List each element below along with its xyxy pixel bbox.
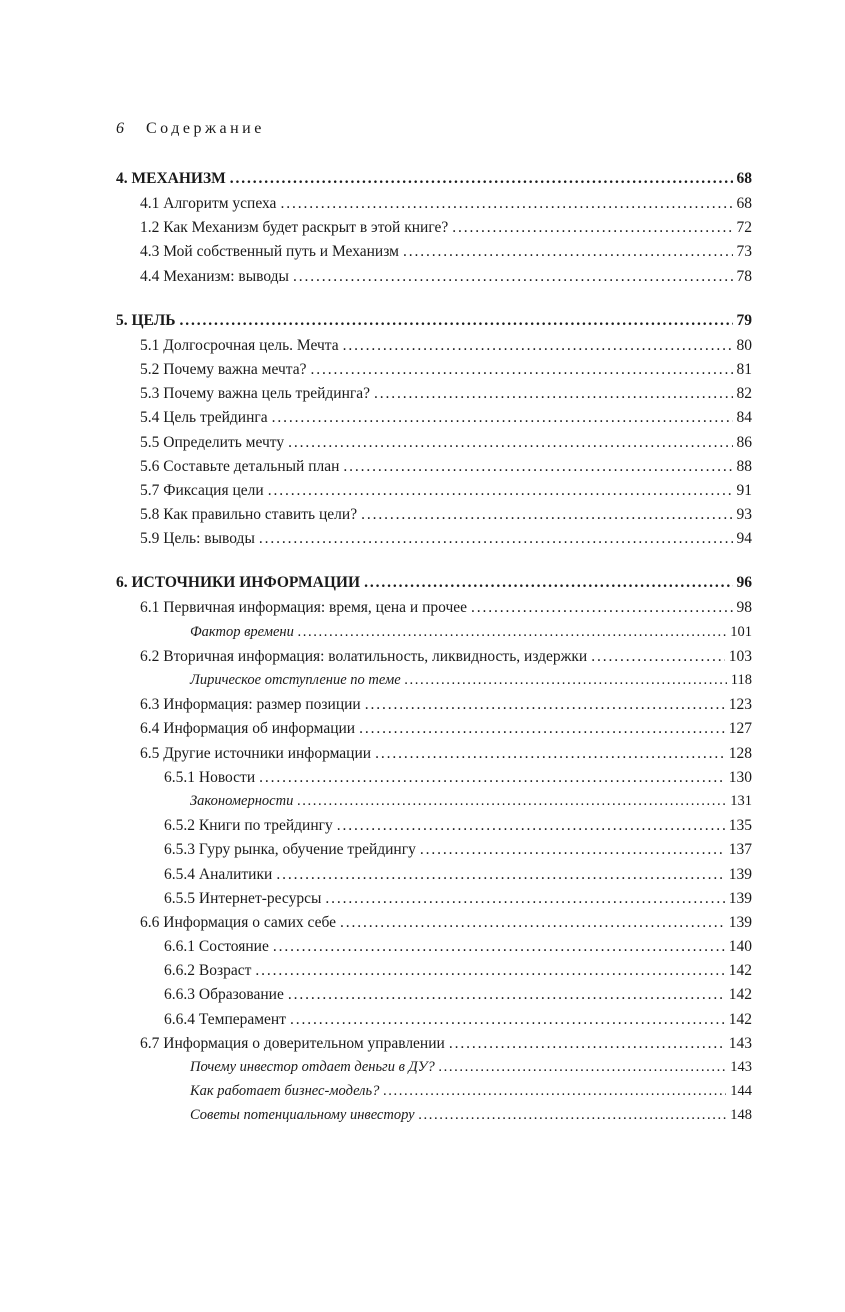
running-head-title: Содержание: [146, 120, 265, 137]
dot-leader: [359, 720, 725, 738]
page-number: 6: [116, 120, 124, 137]
toc-entry-page: 86: [736, 433, 752, 451]
dot-leader: [280, 195, 732, 213]
toc-entry-page: 123: [728, 696, 752, 714]
toc-entry-page: 82: [736, 385, 752, 403]
toc-entry-title: 6.5.2 Книги по трейдингу: [164, 817, 333, 835]
toc-entry-title: 6.6.1 Состояние: [164, 938, 269, 956]
toc-section-entry: [116, 361, 752, 385]
toc-entry-page: 142: [728, 986, 752, 1004]
toc-entry-page: 140: [728, 938, 752, 956]
toc-section-entry: [116, 195, 752, 219]
toc-entry-page: 144: [730, 1083, 752, 1100]
toc-subtopic-entry: [116, 1083, 752, 1107]
toc-entry-title: 6.4 Информация об информации: [140, 720, 356, 738]
toc-section-entry: [116, 648, 752, 672]
dot-leader: [230, 170, 733, 188]
toc-section-entry: [116, 1011, 752, 1035]
toc-subtopic-entry: [116, 793, 752, 817]
toc-chapter-entry: [116, 312, 752, 337]
toc-subtopic-entry: [116, 1059, 752, 1083]
toc-entry-page: 94: [736, 530, 752, 548]
toc-entry-page: 139: [728, 889, 752, 907]
toc-section-entry: [116, 962, 752, 986]
toc-entry-title: 5.3 Почему важна цель трейдинга?: [140, 385, 370, 403]
toc-entry-page: 131: [730, 792, 752, 809]
toc-entry-page: 103: [728, 647, 752, 665]
toc-entry-title: Фактор времени: [190, 623, 294, 640]
dot-leader: [288, 434, 732, 452]
toc-entry-page: 78: [736, 267, 752, 285]
toc-section-entry: [116, 745, 752, 769]
toc-section-entry: [116, 890, 752, 914]
toc-entry-title: 6.5.3 Гуру рынка, обучение трейдингу: [164, 841, 416, 859]
toc-entry-title: 6.7 Информация о доверительном управлении: [140, 1034, 445, 1052]
toc-entry-page: 148: [730, 1107, 752, 1124]
toc-entry-page: 84: [736, 409, 752, 427]
toc-section-entry: [116, 866, 752, 890]
toc-entry-page: 80: [736, 336, 752, 354]
dot-leader: [343, 337, 733, 355]
dot-leader: [420, 841, 725, 859]
dot-leader: [343, 458, 732, 476]
dot-leader: [405, 672, 727, 689]
dot-leader: [452, 219, 732, 237]
toc-entry-title: 5.1 Долгосрочная цель. Мечта: [140, 336, 339, 354]
dot-leader: [383, 1083, 726, 1100]
toc-entry-page: 91: [736, 481, 752, 499]
dot-leader: [325, 890, 724, 908]
toc-entry-page: 96: [736, 574, 752, 592]
dot-leader: [361, 506, 732, 524]
dot-leader: [276, 866, 724, 884]
toc-section-entry: [116, 530, 752, 554]
toc-entry-page: 101: [730, 623, 752, 640]
toc-section-entry: [116, 434, 752, 458]
toc-section-entry: [116, 986, 752, 1010]
dot-leader: [288, 986, 725, 1004]
toc-subtopic-entry: [116, 1107, 752, 1131]
toc-entry-title: 6.5.1 Новости: [164, 768, 256, 786]
toc-entry-title: 4. МЕХАНИЗМ: [116, 170, 226, 187]
toc-section-entry: [116, 458, 752, 482]
toc-entry-title: 6.1 Первичная информация: время, цена и прочее: [140, 599, 468, 617]
toc-entry-page: 139: [728, 913, 752, 931]
dot-leader: [337, 817, 725, 835]
dot-leader: [374, 385, 733, 403]
dot-leader: [310, 361, 732, 379]
dot-leader: [364, 574, 732, 592]
toc-entry-page: 137: [728, 841, 752, 859]
toc-section-entry: [116, 482, 752, 506]
toc-entry-page: 142: [728, 962, 752, 980]
dot-leader: [268, 482, 733, 500]
toc-entry-page: 88: [736, 457, 752, 475]
toc-entry-page: 79: [736, 311, 752, 329]
toc-subtopic-entry: [116, 624, 752, 648]
toc-entry-title: 4.3 Мой собственный путь и Механизм: [140, 243, 399, 261]
toc-entry-title: Как работает бизнес-модель?: [190, 1083, 380, 1100]
toc-entry-title: 6.6.3 Образование: [164, 986, 284, 1004]
toc-entry-title: 6. ИСТОЧНИКИ ИНФОРМАЦИИ: [116, 574, 361, 592]
toc-section-entry: [116, 938, 752, 962]
dot-leader: [255, 962, 724, 980]
toc-entry-page: 135: [728, 817, 752, 835]
toc-chapter-entry: [116, 170, 752, 195]
toc-section-entry: [116, 385, 752, 409]
toc-entry-title: 6.6.4 Темперамент: [164, 1010, 287, 1028]
dot-leader: [180, 312, 733, 330]
toc-entry-title: 5.2 Почему важна мечта?: [140, 360, 307, 378]
toc-entry-page: 68: [736, 195, 752, 212]
toc-entry-title: 4.4 Механизм: выводы: [140, 267, 289, 285]
toc-entry-page: 98: [736, 599, 752, 617]
toc-section-entry: [116, 599, 752, 623]
dot-leader: [272, 409, 733, 427]
toc-entry-page: 143: [728, 1034, 752, 1052]
toc-entry-page: 130: [728, 768, 752, 786]
toc-section-entry: [116, 409, 752, 433]
toc-entry-title: 6.3 Информация: размер позиции: [140, 696, 361, 714]
toc-chapter-entry: [116, 574, 752, 599]
toc-entry-title: 6.6 Информация о самих себе: [140, 913, 337, 931]
toc-section-entry: [116, 696, 752, 720]
toc-entry-page: 139: [728, 865, 752, 883]
toc-entry-page: 72: [736, 219, 752, 237]
toc-entry-page: 127: [728, 720, 752, 738]
toc-section-entry: [116, 817, 752, 841]
toc-entry-title: 5.6 Составьте детальный план: [140, 457, 340, 475]
dot-leader: [298, 624, 726, 641]
dot-leader: [297, 793, 726, 810]
dot-leader: [419, 1107, 727, 1124]
toc-section-entry: [116, 1035, 752, 1059]
toc-entry-page: 128: [728, 744, 752, 762]
toc-entry-title: 6.5.4 Аналитики: [164, 865, 273, 883]
dot-leader: [293, 268, 733, 286]
toc-section-entry: [116, 337, 752, 361]
dot-leader: [259, 530, 733, 548]
toc-entry-title: 6.5 Другие источники информации: [140, 744, 372, 762]
toc-entry-title: 5.9 Цель: выводы: [140, 530, 255, 548]
toc-entry-page: 68: [736, 170, 752, 187]
toc-section-entry: [116, 268, 752, 292]
toc-entry-title: 6.6.2 Возраст: [164, 962, 252, 980]
dot-leader: [471, 599, 732, 617]
dot-leader: [403, 243, 733, 261]
toc-entry-title: Почему инвестор отдает деньги в ДУ?: [190, 1059, 435, 1075]
toc-entry-title: 5. ЦЕЛЬ: [116, 311, 176, 329]
toc-entry-title: Лирическое отступление по теме: [190, 672, 401, 688]
toc-entry-title: Советы потенциальному инвестору: [190, 1107, 415, 1124]
dot-leader: [259, 769, 725, 787]
toc-entry-title: 6.5.5 Интернет-ресурсы: [164, 889, 322, 907]
dot-leader: [365, 696, 725, 714]
toc-section-entry: [116, 243, 752, 267]
toc-section-entry: [116, 914, 752, 938]
toc-entry-page: 142: [728, 1010, 752, 1028]
dot-leader: [591, 648, 725, 666]
toc-entry-title: 4.1 Алгоритм успеха: [140, 195, 277, 212]
toc-entry-page: 143: [730, 1059, 752, 1075]
toc-entry-page: 93: [736, 506, 752, 524]
dot-leader: [340, 914, 725, 932]
toc-entry-title: Закономерности: [190, 792, 294, 809]
toc-section-entry: [116, 720, 752, 744]
toc-subtopic-entry: [116, 672, 752, 696]
dot-leader: [375, 745, 725, 763]
toc-entry-page: 118: [730, 672, 752, 688]
toc-entry-title: 5.5 Определить мечту: [140, 433, 285, 451]
table-of-contents: [116, 170, 752, 1132]
dot-leader: [439, 1059, 727, 1076]
dot-leader: [273, 938, 725, 956]
toc-entry-title: 6.2 Вторичная информация: волатильность, ликвидность, издержки: [140, 647, 588, 665]
toc-entry-title: 5.7 Фиксация цели: [140, 481, 264, 499]
dot-leader: [449, 1035, 725, 1053]
toc-entry-title: 1.2 Как Механизм будет раскрыт в этой книге?: [140, 219, 449, 237]
toc-entry-page: 73: [736, 243, 752, 261]
toc-entry-page: 81: [736, 360, 752, 378]
toc-section-entry: [116, 841, 752, 865]
dot-leader: [290, 1011, 725, 1029]
toc-section-entry: [116, 506, 752, 530]
running-head: [116, 120, 265, 138]
toc-section-entry: [116, 769, 752, 793]
toc-section-entry: [116, 219, 752, 243]
toc-entry-title: 5.8 Как правильно ставить цели?: [140, 506, 358, 524]
toc-entry-title: 5.4 Цель трейдинга: [140, 409, 268, 427]
